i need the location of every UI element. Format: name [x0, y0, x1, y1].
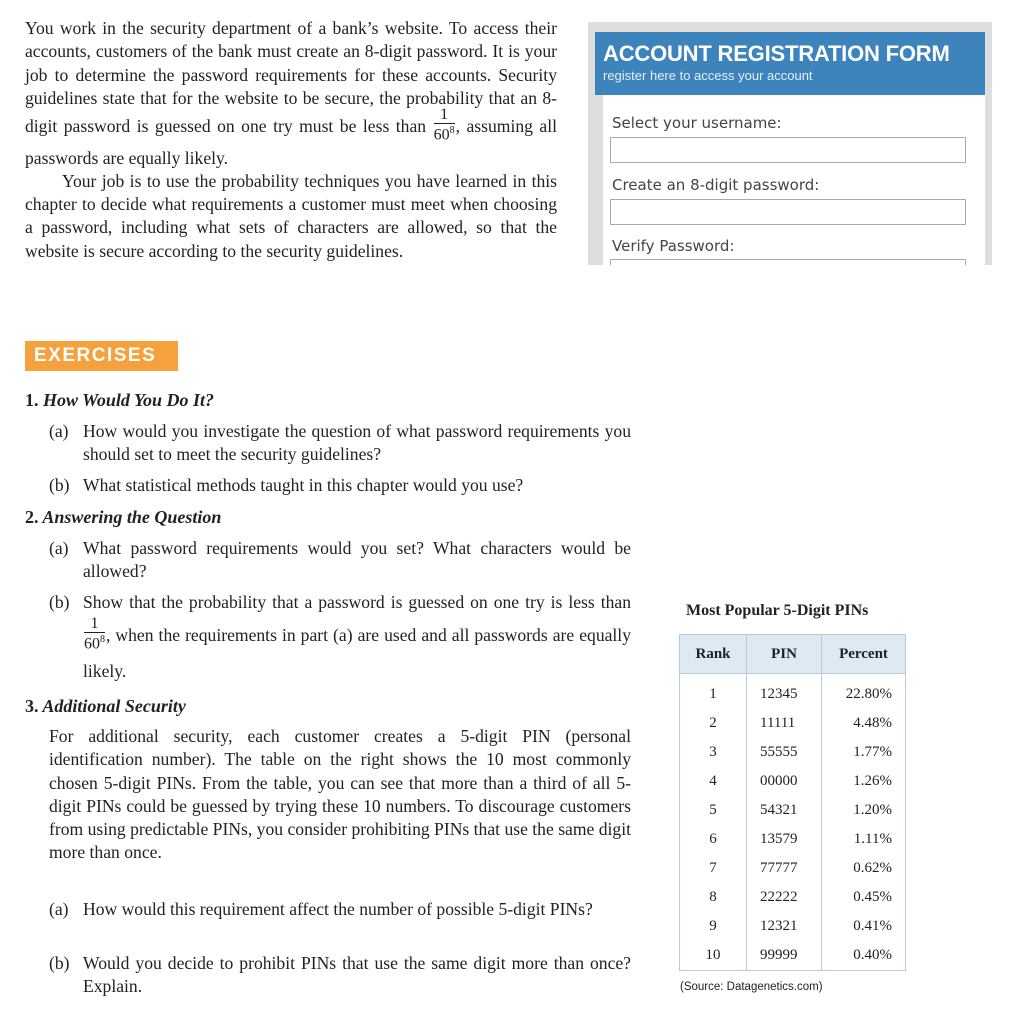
percent-cell: 0.41%	[822, 912, 906, 941]
intro-paragraph-1: You work in the security department of a bank’s website. To access their accounts, customers of the bank must create an 8-digit password. It is your job to determine the password requirements for these accounts. Security guidelines state that for the website to be secure, the probability that an 8-digit password is guessed on one try must be less than $\frac{1}{60^8}$ , assuming all passwords are equally likely.	[25, 18, 558, 168]
rank-cell: 3	[680, 738, 747, 767]
rank-cell: 9	[680, 912, 747, 941]
rank-cell: 6	[680, 825, 747, 854]
table-row	[680, 767, 906, 796]
username-label: Select your username:	[612, 114, 782, 132]
table-row	[680, 854, 906, 883]
registration-form	[588, 22, 992, 265]
table-source: (Source: Datagenetics.com)	[680, 981, 823, 993]
pin-cell: 77777	[747, 854, 822, 883]
pin-cell: 55555	[747, 738, 822, 767]
percent-cell: 1.77%	[822, 738, 906, 767]
table-row	[680, 796, 906, 825]
rank-cell: 8	[680, 883, 747, 912]
table-row	[680, 674, 906, 710]
table-row	[680, 709, 906, 738]
table-row	[680, 825, 906, 854]
rank-cell: 7	[680, 854, 747, 883]
question-2-heading: 2. Answering the Question	[25, 507, 222, 527]
column-header-rank: Rank	[680, 635, 747, 674]
form-header	[595, 32, 985, 95]
password-label: Create an 8-digit password:	[612, 176, 820, 194]
column-header-pin: PIN	[747, 635, 822, 674]
table-row	[680, 738, 906, 767]
pin-cell: 00000	[747, 767, 822, 796]
percent-cell: 0.62%	[822, 854, 906, 883]
form-body	[603, 95, 985, 265]
column-header-percent: Percent	[822, 635, 906, 674]
username-input[interactable]	[610, 137, 966, 163]
rank-cell: 1	[680, 674, 747, 710]
percent-cell: 1.26%	[822, 767, 906, 796]
pin-cell: 99999	[747, 941, 822, 971]
percent-cell: 0.40%	[822, 941, 906, 971]
percent-cell: 4.48%	[822, 709, 906, 738]
question-3-body: For additional security, each customer creates a 5-digit PIN (personal identification number). The table on the right shows the 10 most commonly chosen 5-digit PINs. From the table, you can see that more than a third of all 5-digit PINs could be guessed by trying these 10 numbers. To discourage customers from using predictable PINs, you consider prohibiting PINs that use the same digit more than once.	[49, 726, 631, 863]
probability-fraction: $\frac{1}{60^8}$	[433, 106, 455, 144]
percent-cell: 0.45%	[822, 883, 906, 912]
form-subtitle: register here to access your account	[603, 68, 813, 83]
pin-cell: 12345	[747, 674, 822, 710]
rank-cell: 5	[680, 796, 747, 825]
pin-cell: 13579	[747, 825, 822, 854]
pin-cell: 11111	[747, 709, 822, 738]
question-1-heading: 1. How Would You Do It?	[25, 390, 215, 410]
question-3-heading: 3. Additional Security	[25, 696, 186, 716]
probability-fraction-2: $\frac{1}{60^8}$	[84, 615, 105, 653]
rank-cell: 4	[680, 767, 747, 796]
pin-cell: 22222	[747, 883, 822, 912]
table-title: Most Popular 5-Digit PINs	[686, 602, 869, 619]
verify-password-label: Verify Password:	[612, 237, 735, 255]
table-header-row	[680, 635, 906, 674]
percent-cell: 22.80%	[822, 674, 906, 710]
pin-table	[679, 634, 906, 971]
verify-password-input[interactable]	[610, 259, 966, 265]
table-row	[680, 912, 906, 941]
percent-cell: 1.20%	[822, 796, 906, 825]
exercises-badge: EXERCISES	[25, 341, 178, 371]
table-row	[680, 883, 906, 912]
rank-cell: 2	[680, 709, 747, 738]
percent-cell: 1.11%	[822, 825, 906, 854]
table-row	[680, 941, 906, 971]
pin-cell: 54321	[747, 796, 822, 825]
intro-paragraph-2: Your job is to use the probability techniques you have learned in this chapter to decide what requirements a customer must meet when choosing a password, including what sets of characters are allowed, so that the website is secure according to the security guidelines.	[25, 170, 557, 261]
password-input[interactable]	[610, 199, 966, 225]
pin-cell: 12321	[747, 912, 822, 941]
rank-cell: 10	[680, 941, 747, 971]
form-title: ACCOUNT REGISTRATION FORM	[603, 41, 950, 66]
intro-text	[25, 17, 557, 263]
